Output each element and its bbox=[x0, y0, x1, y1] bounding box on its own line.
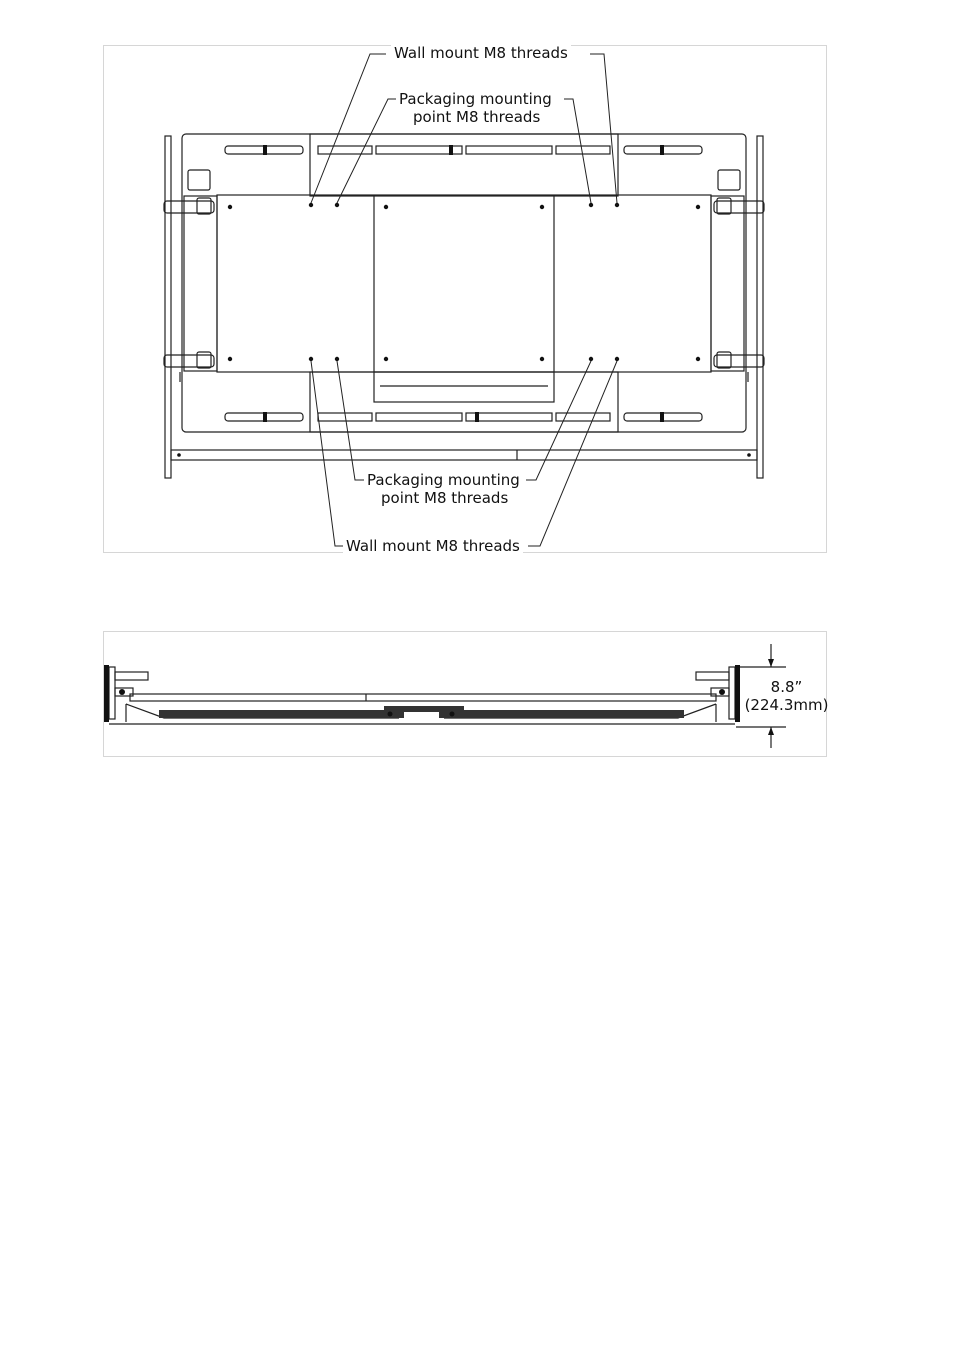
label-packaging-top-line1: Packaging mounting bbox=[396, 90, 555, 108]
label-wall-mount-bottom: Wall mount M8 threads bbox=[343, 537, 523, 555]
label-packaging-top-line2: point M8 threads bbox=[410, 108, 543, 126]
side-view-drawing bbox=[104, 632, 828, 758]
side-view-figure bbox=[103, 631, 827, 757]
display-outline bbox=[182, 134, 746, 432]
depth-imperial: 8.8” bbox=[770, 678, 803, 696]
depth-metric: (224.3mm) bbox=[744, 696, 829, 714]
top-band bbox=[310, 134, 618, 196]
rear-view-figure bbox=[103, 45, 827, 553]
label-packaging-bottom-line2: point M8 threads bbox=[378, 489, 511, 507]
label-packaging-bottom-line1: Packaging mounting bbox=[364, 471, 523, 489]
label-wall-mount-top: Wall mount M8 threads bbox=[391, 44, 571, 62]
mount-plate bbox=[217, 195, 711, 372]
center-tab bbox=[374, 372, 554, 402]
